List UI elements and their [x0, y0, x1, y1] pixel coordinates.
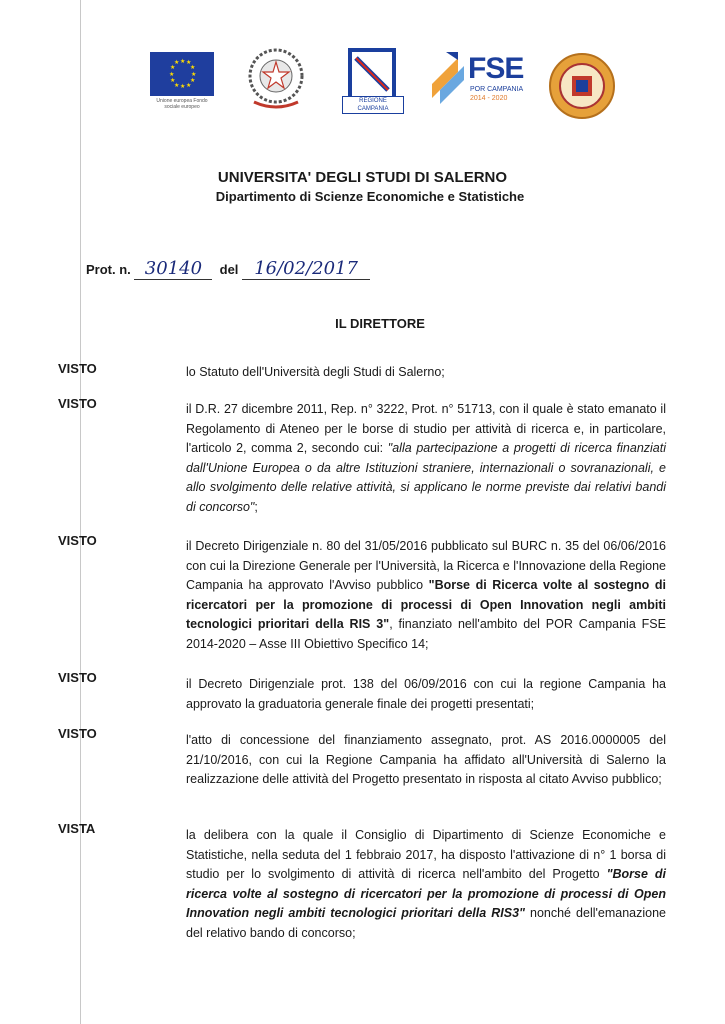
- svg-text:★: ★: [169, 71, 175, 78]
- clause-label: VISTO: [58, 396, 97, 411]
- clause-text-part: ;: [254, 499, 258, 514]
- fse-years-label: 2014 - 2020: [470, 95, 508, 102]
- prot-label: Prot. n.: [86, 262, 131, 277]
- clause-text: [186, 537, 666, 654]
- scan-edge-line: [80, 0, 81, 1024]
- clause-label: VISTA: [58, 821, 96, 836]
- clause-text-part: il Decreto Dirigenziale n. 80 del 31/05/2016 pubblicato sul BURC n. 35 del 06/06/2016 con cui la Direzione Generale per l'Università, la Ricerca e l'Innovazione della Regione Campania ha approvato l'Avviso pubblico: [186, 539, 666, 592]
- svg-text:★: ★: [170, 77, 176, 84]
- prot-number-handwritten: 30140: [134, 258, 212, 280]
- director-heading: IL DIRETTORE: [335, 316, 425, 331]
- department-title: Dipartimento di Scienze Economiche e Statistiche: [215, 189, 525, 204]
- prot-date-handwritten: 16/02/2017: [242, 258, 370, 280]
- regione-campania-logo: [342, 48, 402, 114]
- svg-text:★: ★: [190, 77, 196, 84]
- svg-text:★: ★: [180, 58, 186, 65]
- fse-por-label: POR CAMPANIA: [470, 86, 524, 93]
- svg-text:★: ★: [170, 64, 176, 71]
- clause-quote-italic: "alla partecipazione a progetti di ricerca finanziati dall'Unione Europea o da altre Istituzioni straniere, internazionali o sovranazionali, e allo svolgimento delle relative attività, si applicano le norme previste dai relativi bandi di concorso": [186, 441, 666, 514]
- italian-republic-emblem: [244, 44, 308, 114]
- fse-title: FSE: [468, 52, 524, 85]
- protocol-line: [86, 258, 370, 280]
- clause-text-part: la delibera con la quale il Consiglio di Dipartimento di Scienze Economiche e Statistiche, nella seduta del 1 febbraio 2017, ha disposto l'attivazione di n° 1 borsa di studio per lo svolgimento di attività di ricerca nell'ambito del Progetto: [186, 828, 666, 881]
- clause-text: [186, 826, 666, 943]
- eu-flag-logo: [150, 52, 214, 96]
- svg-text:★: ★: [191, 71, 197, 78]
- fse-por-logo: [428, 48, 538, 110]
- clause-text-part: il D.R. 27 dicembre 2011, Rep. n° 3222, Prot. n° 51713, con il quale è stato emanato il Regolamento di Ateneo per le borse di studio per attività di ricerca e, in particolare, l'articolo 2, comma 2, secondo cui:: [186, 402, 666, 455]
- svg-text:★: ★: [186, 82, 192, 89]
- clause-label: VISTO: [58, 670, 97, 685]
- clause-text: l'atto di concessione del finanziamento assegnato, prot. AS 2016.0000005 del 21/10/2016, con cui la Regione Campania ha affidato all'Università di Salerno la realizzazione delle attività del Progetto presentato in risposta al citato Avviso pubblico;: [186, 733, 666, 786]
- clause-text: il Decreto Dirigenziale prot. 138 del 06/09/2016 con cui la regione Campania ha approvato la graduatoria generale finale dei progetti presentati;: [186, 677, 666, 711]
- university-seal: [548, 52, 616, 120]
- university-title: UNIVERSITA' DEGLI STUDI DI SALERNO: [217, 169, 508, 186]
- svg-text:★: ★: [190, 64, 196, 71]
- clause-text-part: , finanziato nell'ambito del POR Campania FSE 2014-2020 – Asse III Obiettivo Specifico 14;: [186, 617, 666, 651]
- svg-text:★: ★: [180, 83, 186, 90]
- svg-text:★: ★: [174, 59, 180, 66]
- clause-label: VISTO: [58, 361, 97, 376]
- del-label: del: [219, 262, 239, 277]
- svg-text:★: ★: [174, 82, 180, 89]
- clause-quote-bold: "Borse di Ricerca volte al sostegno di ricercatori per la promozione di processi di Open Innovation negli ambiti tecnologici prioritari della RIS 3": [186, 578, 666, 631]
- clause-quote-bold-italic: "Borse di ricerca volte al sostegno di ricercatori per la promozione di processi di Open Innovation negli ambiti tecnologici prioritari della RIS3": [186, 867, 666, 920]
- clause-label: VISTO: [58, 726, 97, 741]
- clause-label: VISTO: [58, 533, 97, 548]
- clause-text: [186, 400, 666, 517]
- clause-text-part: nonché dell'emanazione del relativo bando di concorso;: [186, 906, 666, 940]
- regione-campania-label: REGIONE CAMPANIA: [342, 96, 404, 114]
- clause-text: lo Statuto dell'Università degli Studi di Salerno;: [186, 365, 445, 379]
- eu-caption: Unione europea Fondo sociale europeo: [156, 98, 208, 110]
- svg-text:★: ★: [186, 59, 192, 66]
